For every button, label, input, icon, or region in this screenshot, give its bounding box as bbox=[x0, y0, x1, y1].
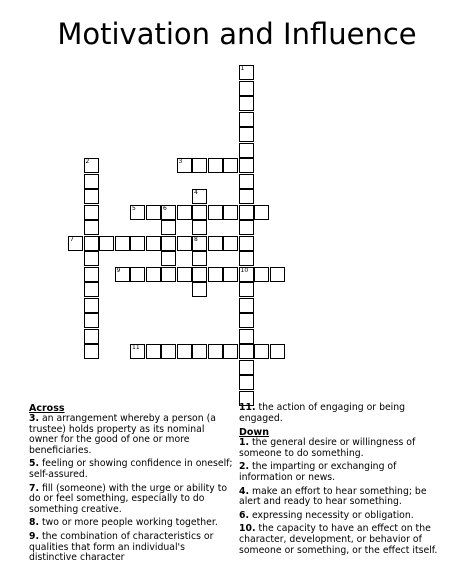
grid-cell[interactable] bbox=[146, 205, 161, 220]
grid-cell[interactable] bbox=[146, 344, 161, 359]
down-clue: 10. the capacity to have an effect on the character, development, or behavior of someone or something, or the effect itself. bbox=[239, 523, 438, 556]
clue-number: 11 bbox=[132, 344, 140, 351]
grid-cell[interactable] bbox=[254, 344, 269, 359]
down-clue: 1. the general desire or willingness of someone to do something. bbox=[239, 437, 416, 459]
grid-cell[interactable] bbox=[84, 189, 99, 204]
clue-number: 8 bbox=[194, 235, 198, 243]
grid-cell[interactable] bbox=[84, 174, 99, 189]
grid-cell[interactable] bbox=[223, 158, 238, 173]
grid-cell[interactable] bbox=[84, 205, 99, 220]
grid-cell[interactable] bbox=[239, 313, 254, 328]
grid-cell[interactable] bbox=[254, 205, 269, 220]
grid-cell[interactable] bbox=[239, 143, 254, 158]
puzzle-title: Motivation and Influence bbox=[57, 17, 417, 51]
grid-cell[interactable] bbox=[239, 81, 254, 96]
across-clue: 7. fill (someone) with the urge or ability to do or feel something, especially to do something creative. bbox=[29, 482, 228, 515]
grid-cell[interactable] bbox=[223, 344, 238, 359]
grid-cell[interactable] bbox=[208, 344, 223, 359]
grid-cell[interactable] bbox=[208, 205, 223, 220]
grid-cell[interactable] bbox=[239, 96, 254, 111]
grid-cell[interactable] bbox=[270, 267, 285, 282]
grid-cell[interactable] bbox=[161, 236, 176, 251]
across-clue: 9. the combination of characteristics or qualities that form an individual's distinctive character bbox=[29, 530, 214, 564]
grid-cell[interactable] bbox=[208, 236, 223, 251]
clue-number: 9 bbox=[116, 266, 121, 274]
grid-cell[interactable] bbox=[239, 205, 254, 220]
down-heading: Down bbox=[239, 427, 269, 439]
grid-cell[interactable] bbox=[239, 158, 254, 173]
grid-cell[interactable] bbox=[115, 267, 130, 282]
grid-cell[interactable] bbox=[239, 112, 254, 127]
grid-cell[interactable] bbox=[239, 236, 254, 251]
grid-cell[interactable] bbox=[192, 267, 207, 282]
grid-cell[interactable] bbox=[84, 158, 99, 173]
grid-cell[interactable] bbox=[223, 236, 238, 251]
grid-cell[interactable] bbox=[239, 251, 254, 266]
grid-cell[interactable] bbox=[254, 267, 269, 282]
across-clue: 8. two or more people working together. bbox=[29, 517, 218, 529]
grid-cell[interactable] bbox=[161, 344, 176, 359]
grid-cell[interactable] bbox=[84, 282, 99, 297]
grid-cell[interactable] bbox=[239, 298, 254, 313]
grid-cell[interactable] bbox=[239, 220, 254, 235]
grid-cell[interactable] bbox=[84, 329, 99, 344]
grid-cell[interactable] bbox=[161, 267, 176, 282]
grid-cell[interactable] bbox=[192, 282, 207, 297]
grid-cell[interactable] bbox=[270, 344, 285, 359]
grid-cell[interactable] bbox=[239, 127, 254, 142]
grid-cell[interactable] bbox=[239, 189, 254, 204]
grid-cell[interactable] bbox=[99, 236, 114, 251]
grid-cell[interactable] bbox=[177, 205, 192, 220]
grid-cell[interactable] bbox=[177, 344, 192, 359]
down-clue: 4. make an effort to hear something; be alert and ready to hear something. bbox=[239, 485, 427, 508]
clue-column-left bbox=[29, 403, 234, 567]
grid-cell[interactable] bbox=[239, 375, 254, 390]
grid-cell[interactable] bbox=[192, 220, 207, 235]
clue-number: 2 bbox=[85, 158, 90, 165]
grid-cell[interactable] bbox=[130, 236, 145, 251]
clue-number: 5 bbox=[132, 204, 136, 212]
grid-cell[interactable] bbox=[177, 236, 192, 251]
grid-cell[interactable] bbox=[239, 360, 254, 375]
grid-cell[interactable] bbox=[192, 158, 207, 173]
down-clue: 6. expressing necessity or obligation. bbox=[239, 509, 414, 521]
grid-cell[interactable] bbox=[84, 298, 99, 313]
grid-cell[interactable] bbox=[177, 267, 192, 282]
grid-cell[interactable] bbox=[130, 205, 145, 220]
grid-cell[interactable] bbox=[192, 236, 207, 251]
grid-cell[interactable] bbox=[239, 329, 254, 344]
grid-cell[interactable] bbox=[130, 267, 145, 282]
grid-cell[interactable] bbox=[84, 251, 99, 266]
grid-cell[interactable] bbox=[161, 205, 176, 220]
grid-cell[interactable] bbox=[192, 205, 207, 220]
grid-cell[interactable] bbox=[177, 158, 192, 173]
grid-cell[interactable] bbox=[161, 220, 176, 235]
grid-cell[interactable] bbox=[239, 65, 254, 80]
grid-cell[interactable] bbox=[223, 267, 238, 282]
grid-cell[interactable] bbox=[239, 282, 254, 297]
across-clue: 3. an arrangement whereby a person (a trustee) holds property as its nominal owner for the good of one or more beneficiaries. bbox=[29, 413, 216, 456]
across-clue: 5. feeling or showing confidence in oneself; self-assured. bbox=[29, 458, 233, 480]
grid-cell[interactable] bbox=[68, 236, 83, 251]
grid-cell[interactable] bbox=[84, 236, 99, 251]
grid-cell[interactable] bbox=[84, 267, 99, 282]
clue-number: 10 bbox=[240, 266, 249, 274]
grid-cell[interactable] bbox=[130, 344, 145, 359]
grid-cell[interactable] bbox=[239, 174, 254, 189]
grid-cell[interactable] bbox=[208, 267, 223, 282]
grid-cell[interactable] bbox=[208, 158, 223, 173]
grid-cell[interactable] bbox=[115, 236, 130, 251]
clue-number: 6 bbox=[163, 204, 167, 212]
clue-column-right bbox=[239, 403, 447, 559]
grid-cell[interactable] bbox=[239, 267, 254, 282]
across-clue: 11. the action of engaging or being engaged. bbox=[239, 402, 406, 424]
down-clue: 2. the imparting or exchanging of information or news. bbox=[239, 461, 397, 483]
clue-number: 7 bbox=[70, 235, 74, 243]
grid-cell[interactable] bbox=[192, 189, 207, 204]
grid-cell[interactable] bbox=[84, 313, 99, 328]
grid-cell[interactable] bbox=[84, 344, 99, 359]
grid-cell[interactable] bbox=[239, 344, 254, 359]
grid-cell[interactable] bbox=[84, 220, 99, 235]
grid-cell[interactable] bbox=[146, 236, 161, 251]
clue-number: 4 bbox=[194, 189, 198, 196]
clue-number: 1 bbox=[240, 65, 245, 72]
clue-number: 3 bbox=[178, 158, 183, 165]
across-heading: Across bbox=[29, 403, 65, 414]
grid-cell[interactable] bbox=[192, 344, 207, 359]
grid-cell[interactable] bbox=[161, 251, 176, 266]
grid-cell[interactable] bbox=[223, 205, 238, 220]
grid-cell[interactable] bbox=[192, 251, 207, 266]
grid-cell[interactable] bbox=[146, 267, 161, 282]
